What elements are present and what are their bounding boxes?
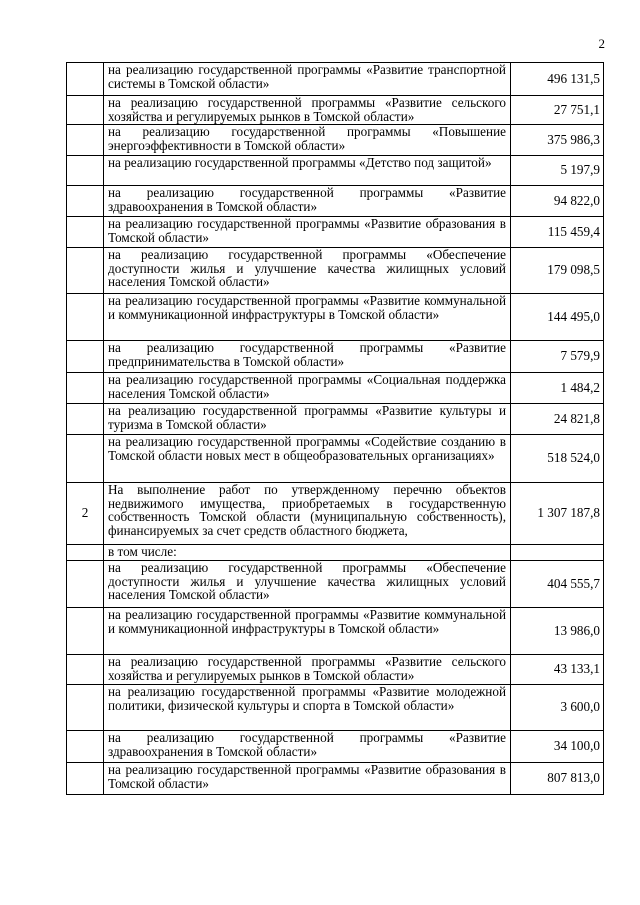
row-amount: 144 495,0 bbox=[511, 294, 604, 341]
row-amount: 375 986,3 bbox=[511, 125, 604, 156]
table-row bbox=[67, 435, 604, 483]
table-row bbox=[67, 731, 604, 763]
row-number: 2 bbox=[67, 483, 104, 545]
row-amount: 404 555,7 bbox=[511, 561, 604, 608]
table-row bbox=[67, 96, 604, 125]
row-description: на реализацию государственной программы «Развитие коммунальной и коммуникационной инфраструктуры в Томской области» bbox=[104, 608, 511, 655]
row-number bbox=[67, 608, 104, 655]
row-description: на реализацию государственной программы «Развитие сельского хозяйства и регулируемых рынков в Томской области» bbox=[104, 96, 511, 125]
row-number bbox=[67, 294, 104, 341]
row-amount: 34 100,0 bbox=[511, 731, 604, 763]
row-description: на реализацию государственной программы «Развитие культуры и туризма в Томской области» bbox=[104, 404, 511, 435]
row-amount: 179 098,5 bbox=[511, 248, 604, 294]
row-amount: 496 131,5 bbox=[511, 63, 604, 96]
table-row bbox=[67, 483, 604, 545]
table-row bbox=[67, 373, 604, 404]
row-amount: 1 484,2 bbox=[511, 373, 604, 404]
row-description: на реализацию государственной программы «Социальная поддержка населения Томской области» bbox=[104, 373, 511, 404]
budget-table-body bbox=[67, 63, 604, 795]
table-row bbox=[67, 608, 604, 655]
row-description: на реализацию государственной программы «Развитие образования в Томской области» bbox=[104, 217, 511, 248]
table-row bbox=[67, 186, 604, 217]
row-number bbox=[67, 248, 104, 294]
row-number bbox=[67, 156, 104, 186]
row-description: в том числе: bbox=[104, 545, 511, 561]
table-row bbox=[67, 63, 604, 96]
budget-table bbox=[66, 62, 604, 795]
table-row bbox=[67, 341, 604, 373]
table-row bbox=[67, 545, 604, 561]
row-description: на реализацию государственной программы «Развитие здравоохранения в Томской области» bbox=[104, 186, 511, 217]
row-amount: 43 133,1 bbox=[511, 655, 604, 685]
row-number bbox=[67, 545, 104, 561]
row-description: на реализацию государственной программы «Повышение энергоэффективности в Томской области» bbox=[104, 125, 511, 156]
row-number bbox=[67, 373, 104, 404]
row-amount: 13 986,0 bbox=[511, 608, 604, 655]
row-number bbox=[67, 404, 104, 435]
row-number bbox=[67, 655, 104, 685]
row-number bbox=[67, 561, 104, 608]
table-row bbox=[67, 217, 604, 248]
row-amount bbox=[511, 545, 604, 561]
row-number bbox=[67, 763, 104, 795]
row-amount: 5 197,9 bbox=[511, 156, 604, 186]
row-amount: 94 822,0 bbox=[511, 186, 604, 217]
row-description: на реализацию государственной программы «Развитие здравоохранения в Томской области» bbox=[104, 731, 511, 763]
table-row bbox=[67, 156, 604, 186]
row-number bbox=[67, 63, 104, 96]
row-amount: 1 307 187,8 bbox=[511, 483, 604, 545]
row-description: на реализацию государственной программы «Детство под защитой» bbox=[104, 156, 511, 186]
table-row bbox=[67, 294, 604, 341]
row-amount: 115 459,4 bbox=[511, 217, 604, 248]
table-row bbox=[67, 763, 604, 795]
row-description: на реализацию государственной программы «Обеспечение доступности жилья и улучшение качества жилищных условий населения Томской области» bbox=[104, 248, 511, 294]
row-description: на реализацию государственной программы «Развитие коммунальной и коммуникационной инфраструктуры в Томской области» bbox=[104, 294, 511, 341]
row-number bbox=[67, 435, 104, 483]
row-amount: 807 813,0 bbox=[511, 763, 604, 795]
row-number bbox=[67, 341, 104, 373]
row-amount: 24 821,8 bbox=[511, 404, 604, 435]
table-row bbox=[67, 685, 604, 731]
row-number bbox=[67, 731, 104, 763]
row-description: На выполнение работ по утвержденному перечню объектов недвижимого имущества, приобретаемых в государственную собственность Томской области (муниципальную собственность), финансируемых за счет средств областного бюджета, bbox=[104, 483, 511, 545]
row-description: на реализацию государственной программы «Развитие сельского хозяйства и регулируемых рынков в Томской области» bbox=[104, 655, 511, 685]
row-description: на реализацию государственной программы «Развитие транспортной системы в Томской области» bbox=[104, 63, 511, 96]
row-description: на реализацию государственной программы «Содействие созданию в Томской области новых мест в общеобразовательных организациях» bbox=[104, 435, 511, 483]
row-number bbox=[67, 685, 104, 731]
row-description: на реализацию государственной программы «Развитие образования в Томской области» bbox=[104, 763, 511, 795]
table-row bbox=[67, 561, 604, 608]
row-number bbox=[67, 217, 104, 248]
table-row bbox=[67, 248, 604, 294]
row-amount: 3 600,0 bbox=[511, 685, 604, 731]
row-number bbox=[67, 125, 104, 156]
row-amount: 518 524,0 bbox=[511, 435, 604, 483]
table-row bbox=[67, 125, 604, 156]
row-number bbox=[67, 186, 104, 217]
row-number bbox=[67, 96, 104, 125]
table-row bbox=[67, 404, 604, 435]
page-number: 2 bbox=[598, 36, 605, 51]
row-amount: 7 579,9 bbox=[511, 341, 604, 373]
row-description: на реализацию государственной программы «Обеспечение доступности жилья и улучшение качества жилищных условий населения Томской области» bbox=[104, 561, 511, 608]
row-description: на реализацию государственной программы «Развитие предпринимательства в Томской области» bbox=[104, 341, 511, 373]
table-row bbox=[67, 655, 604, 685]
row-amount: 27 751,1 bbox=[511, 96, 604, 125]
row-description: на реализацию государственной программы «Развитие молодежной политики, физической культуры и спорта в Томской области» bbox=[104, 685, 511, 731]
